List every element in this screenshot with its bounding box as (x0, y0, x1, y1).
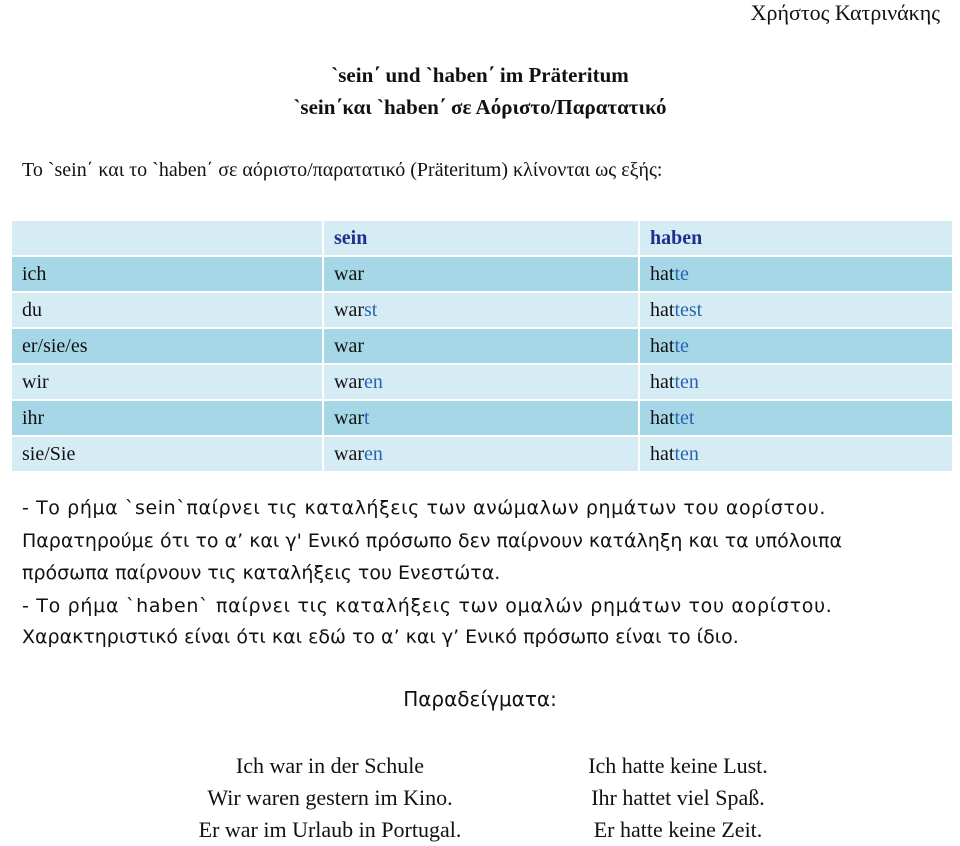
verb-stem: hat (650, 263, 675, 285)
table-row (11, 256, 953, 292)
pronoun-cell: wir (11, 364, 323, 400)
table-row (11, 436, 953, 472)
verb-ending: st (363, 299, 378, 321)
table-header-cell (11, 220, 323, 256)
verb-stem: war (334, 371, 364, 393)
example-sein: Er war im Urlaub in Portugal. (198, 817, 462, 842)
haben-cell (639, 292, 953, 328)
sein-cell (323, 292, 639, 328)
haben-cell (639, 256, 953, 292)
verb-ending: tet (674, 407, 695, 429)
verb-stem: war (334, 335, 364, 357)
sein-cell (323, 436, 639, 472)
pronoun-cell: er/sie/es (11, 328, 323, 364)
verb-ending: ten (674, 443, 699, 465)
verb-stem: war (334, 443, 364, 465)
sein-cell (323, 328, 639, 364)
verb-stem: hat (650, 335, 675, 357)
example-haben: Ihr hattet viel Spaß. (591, 785, 765, 810)
sein-cell (323, 256, 639, 292)
pronoun-cell: ich (11, 256, 323, 292)
haben-cell (639, 328, 953, 364)
verb-stem: hat (650, 407, 675, 429)
conjugation-table (10, 219, 954, 473)
example-sein: Ich war in der Schule (235, 753, 425, 778)
example-haben: Er hatte keine Zeit. (593, 817, 763, 842)
verb-stem: hat (650, 371, 675, 393)
note-line-2: Παρατηρούμε ότι το α’ και γ' Ενικό πρόσωπο δεν παίρνουν κατάληξη και τα υπόλοιπα (22, 530, 843, 552)
haben-cell (639, 436, 953, 472)
page-title-german: `sein΄ und `haben΄ im Präteritum (331, 63, 629, 87)
page-title-greek: `sein΄και `haben΄ σε Αόριστο/Παρατατικό (293, 95, 667, 119)
verb-ending: te (674, 263, 689, 285)
table-row (11, 328, 953, 364)
verb-stem: hat (650, 443, 675, 465)
example-sein: Wir waren gestern im Kino. (207, 785, 453, 810)
table-header-row (11, 220, 953, 256)
note-line-1: - Το ρήμα `sein`παίρνει τις καταλήξεις των ανώμαλων ρημάτων του αορίστου. (22, 497, 827, 519)
verb-stem: war (334, 299, 364, 321)
examples-heading: Παραδείγματα: (403, 687, 557, 711)
verb-ending: te (674, 335, 689, 357)
example-haben: Ich hatte keine Lust. (588, 753, 768, 778)
note-line-5: Χαρακτηριστικό είναι ότι και εδώ το α’ και γ’ Ενικό πρόσωπο είναι το ίδιο. (22, 626, 739, 648)
pronoun-cell: sie/Sie (11, 436, 323, 472)
table-header-sein: sein (323, 220, 639, 256)
verb-ending: ten (674, 371, 699, 393)
sein-cell (323, 364, 639, 400)
table-row (11, 292, 953, 328)
sein-cell (323, 400, 639, 436)
intro-text: Το `sein΄ και το `haben΄ σε αόριστο/παρατατικό (Präteritum) κλίνονται ως εξής: (22, 159, 663, 181)
verb-ending: en (363, 443, 383, 465)
verb-stem: hat (650, 299, 675, 321)
verb-ending: test (674, 299, 703, 321)
note-line-4: - Το ρήμα `haben` παίρνει τις καταλήξεις των ομαλών ρημάτων του αορίστου. (22, 595, 833, 617)
table-row (11, 400, 953, 436)
pronoun-cell: du (11, 292, 323, 328)
verb-ending: t (363, 407, 370, 429)
pronoun-cell: ihr (11, 400, 323, 436)
note-line-3: πρόσωπα παίρνουν τις καταλήξεις του Ενεστώτα. (22, 562, 501, 584)
verb-ending: en (363, 371, 383, 393)
verb-stem: war (334, 263, 364, 285)
haben-cell (639, 400, 953, 436)
table-row (11, 364, 953, 400)
verb-stem: war (334, 407, 364, 429)
author-name: Χρήστος Κατρινάκης (750, 0, 940, 25)
haben-cell (639, 364, 953, 400)
table-header-haben: haben (639, 220, 953, 256)
